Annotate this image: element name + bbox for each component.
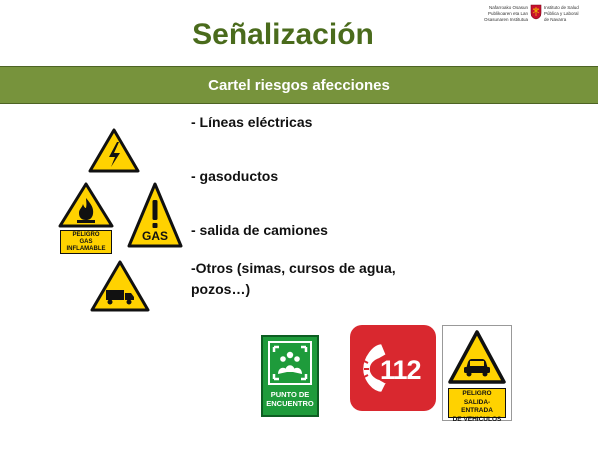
sign-text: INFLAMABLE bbox=[66, 246, 106, 252]
electrical-hazard-sign-icon bbox=[88, 128, 140, 173]
logo-line: Pública y Laboral bbox=[544, 11, 579, 16]
logo-line: Osasunaren Institutua bbox=[483, 17, 528, 22]
emergency-number: 112 bbox=[380, 355, 421, 385]
logo-line: Instituto de Salud bbox=[544, 5, 579, 10]
logo-line: Nafarroako Osasun bbox=[488, 5, 528, 10]
assembly-point-icon bbox=[268, 341, 312, 385]
bullet-otros-line1: -Otros (simas, cursos de agua, bbox=[191, 260, 396, 276]
emergency-112-sign bbox=[350, 325, 436, 411]
navarra-shield-icon bbox=[530, 4, 542, 20]
bullet-salida-camiones: - salida de camiones bbox=[191, 222, 328, 238]
sign-text: SALIDA-ENTRADA bbox=[461, 398, 493, 414]
bullet-lineas-electricas: - Líneas eléctricas bbox=[191, 114, 313, 130]
car-warning-icon bbox=[447, 329, 507, 385]
institution-logo bbox=[476, 2, 598, 36]
section-banner: Cartel riesgos afecciones bbox=[0, 66, 598, 104]
sign-text: PELIGRO bbox=[462, 390, 492, 397]
punto-encuentro-label bbox=[263, 390, 317, 408]
truck-hazard-sign-icon bbox=[90, 260, 150, 312]
salida-vehiculos-label bbox=[448, 388, 506, 423]
logo-text-spanish bbox=[544, 5, 598, 23]
gas-inflamable-label bbox=[60, 230, 112, 254]
bullet-otros-line2: pozos…) bbox=[191, 281, 251, 297]
logo-text-basque bbox=[476, 5, 528, 23]
bullet-otros bbox=[191, 258, 431, 300]
logo-line: de Navarra bbox=[544, 17, 567, 22]
sign-text: ENCUENTRO bbox=[266, 399, 314, 408]
gas-inflamable-sign bbox=[56, 182, 116, 254]
gas-label: GAS bbox=[141, 229, 168, 243]
flammable-icon bbox=[58, 182, 114, 228]
bullet-gasoductos: - gasoductos bbox=[191, 168, 279, 184]
gas-warning-sign bbox=[127, 182, 183, 248]
sign-text: PELIGRO bbox=[72, 232, 100, 238]
punto-encuentro-sign bbox=[261, 335, 319, 417]
page-title: Señalización bbox=[192, 18, 374, 51]
sign-text: DE VEHICULOS bbox=[452, 415, 502, 423]
salida-vehiculos-sign bbox=[442, 325, 512, 421]
sign-text: PUNTO DE bbox=[270, 390, 310, 399]
sign-text: GAS bbox=[79, 239, 93, 245]
logo-line: Publikoaren eta Lan bbox=[487, 11, 528, 16]
